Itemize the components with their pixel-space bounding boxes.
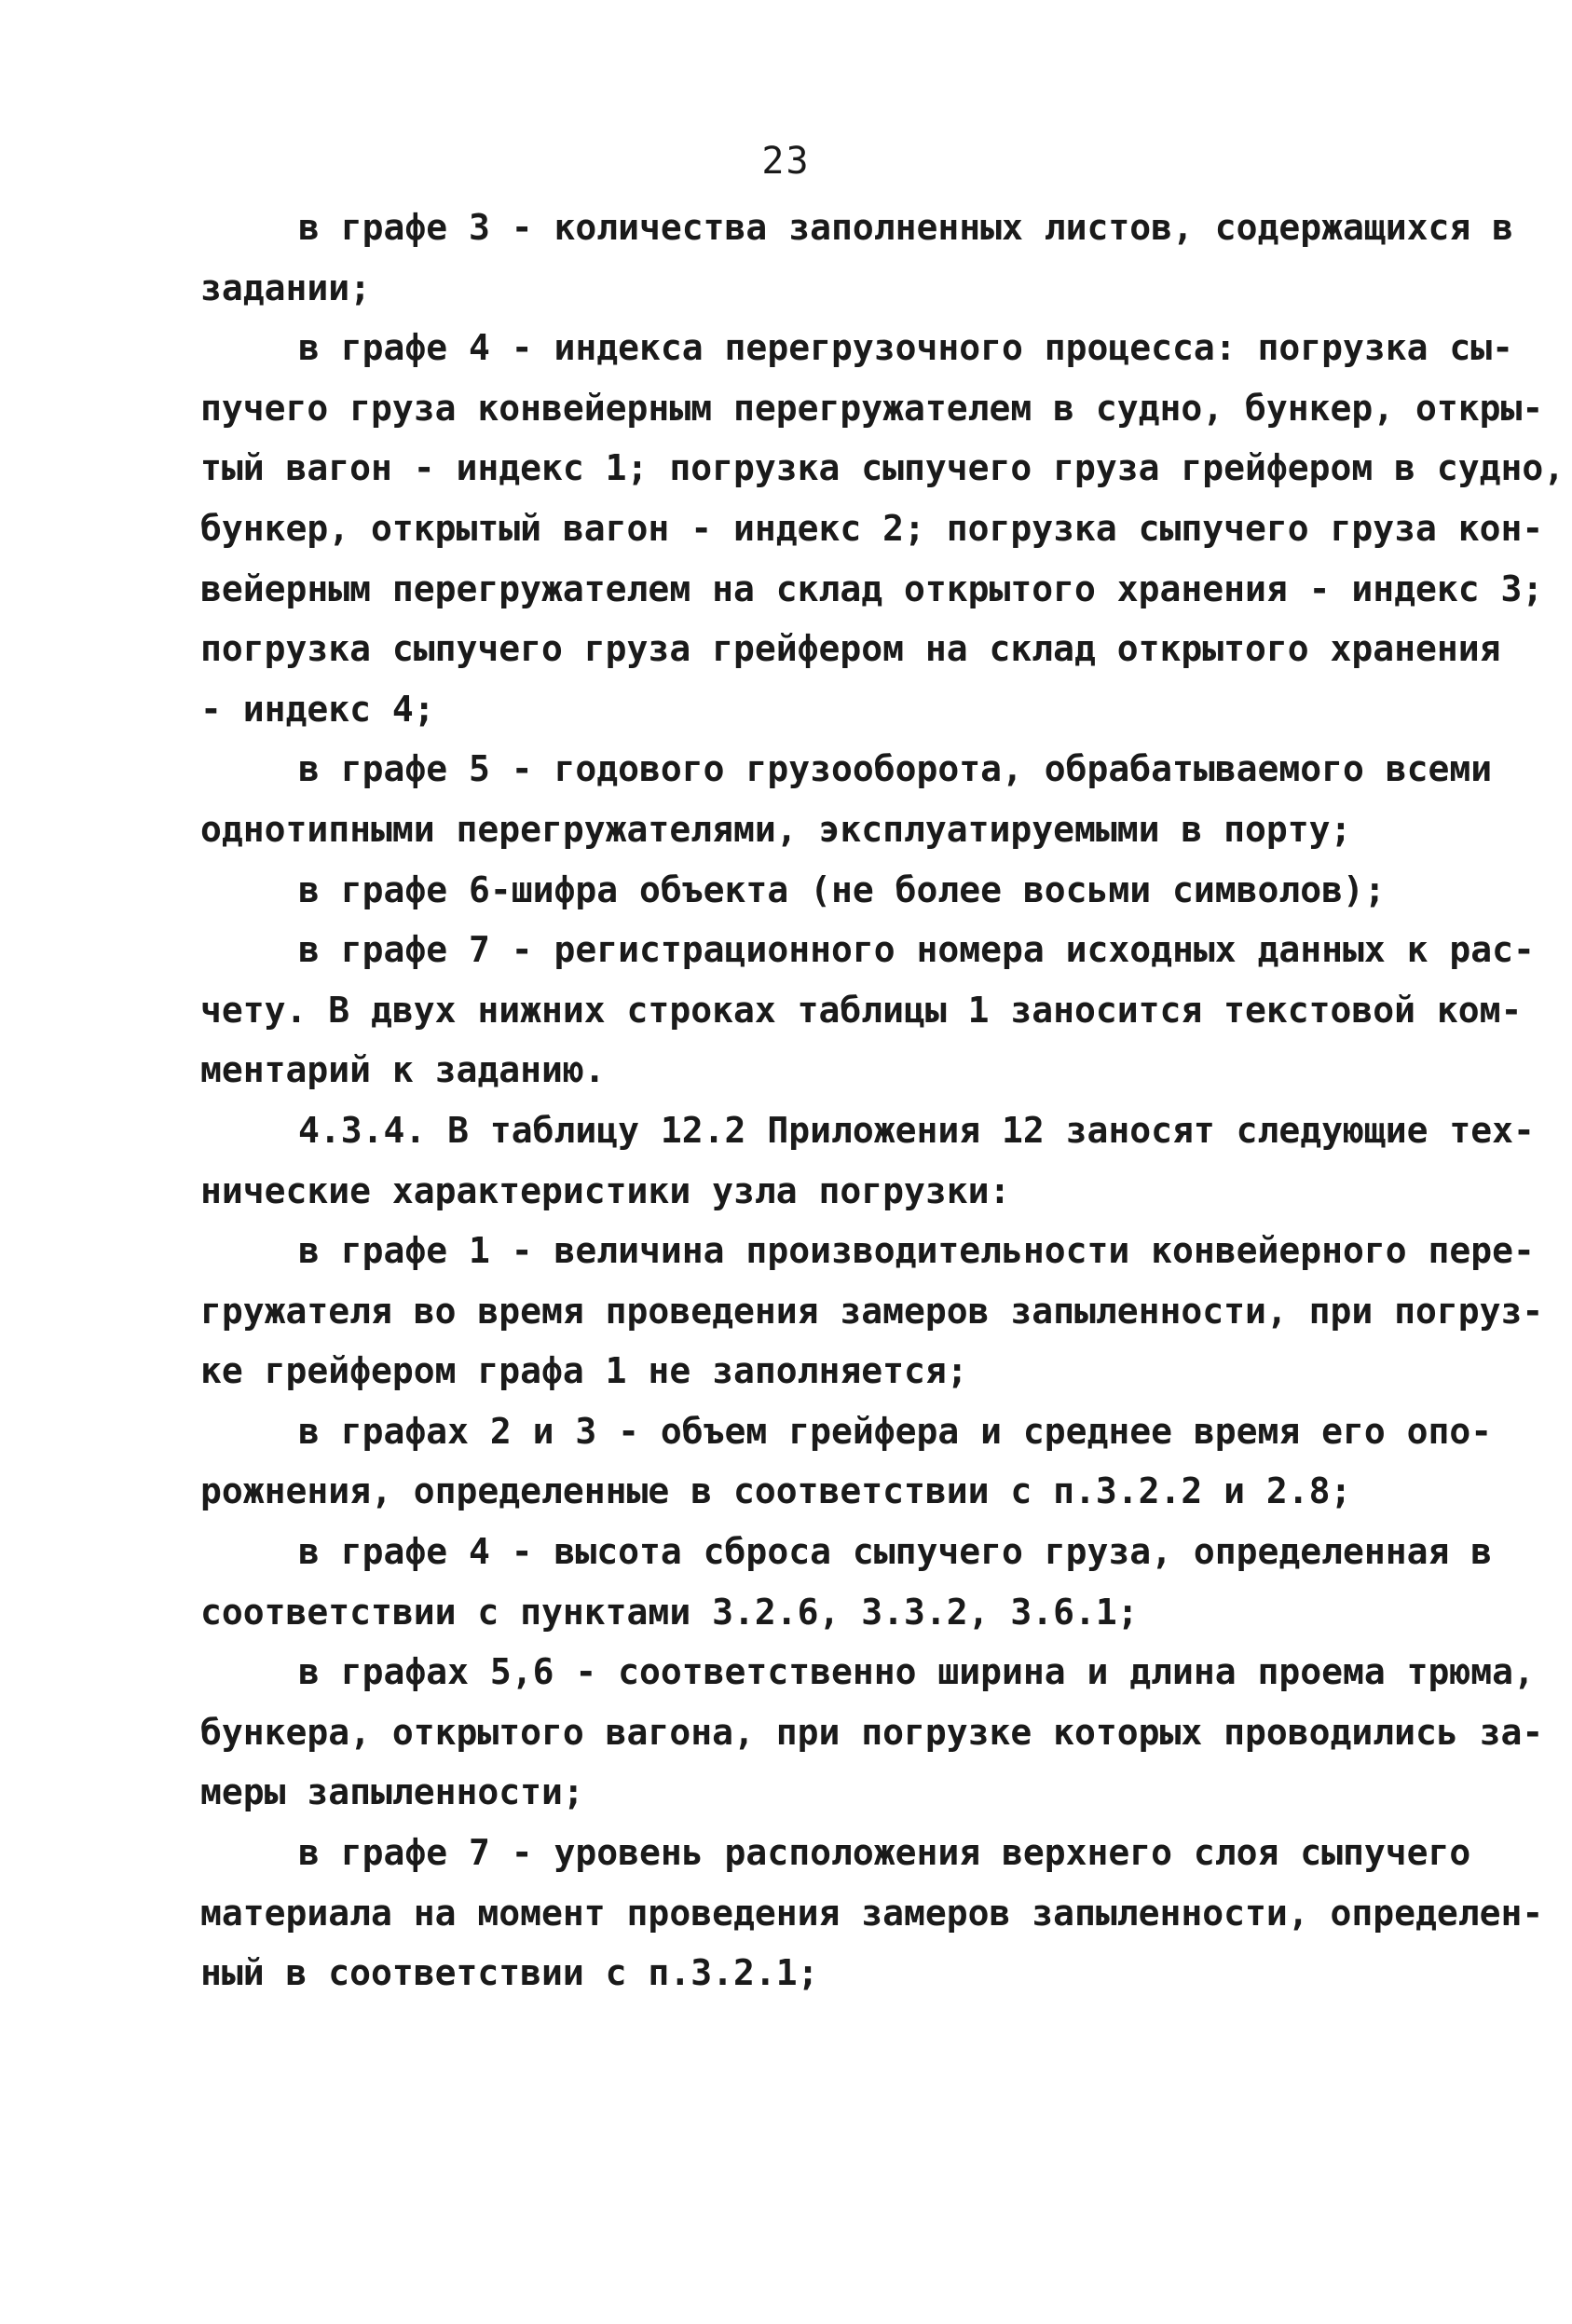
text-line: задании; bbox=[200, 267, 372, 308]
text-line: ный в соответствии с п.3.2.1; bbox=[200, 1952, 819, 1994]
text-line: в графе 6-шифра объекта (не более восьми символов); bbox=[298, 868, 1386, 910]
text-line: в графе 7 - уровень расположения верхнего слоя сыпучего bbox=[298, 1832, 1471, 1874]
text-line: ке грейфером графа 1 не заполняется; bbox=[200, 1350, 968, 1392]
text-line: бункер, открытый вагон - индекс 2; погрузка сыпучего груза кон- bbox=[200, 507, 1544, 549]
text-line: материала на момент проведения замеров запыленности, определен- bbox=[200, 1892, 1544, 1934]
text-line: в графе 4 - высота сброса сыпучего груза, определенная в bbox=[298, 1531, 1493, 1573]
document-body bbox=[200, 198, 1565, 2003]
text-line: в графе 7 - регистрационного номера исходных данных к рас- bbox=[298, 929, 1535, 971]
text-line: в графе 4 - индекса перегрузочного процесса: погрузка сы- bbox=[298, 327, 1514, 369]
text-line: меры запыленности; bbox=[200, 1771, 584, 1813]
text-line: чету. В двух нижних строках таблицы 1 заносится текстовой ком- bbox=[200, 989, 1523, 1031]
text-line: гружателя во время проведения замеров запыленности, при погруз- bbox=[200, 1290, 1544, 1332]
text-line: в графе 5 - годового грузооборота, обрабатываемого всеми bbox=[298, 748, 1493, 790]
text-line: однотипными перегружателями, эксплуатируемыми в порту; bbox=[200, 808, 1352, 850]
text-line: в графах 5,6 - соответственно ширина и длина проема трюма, bbox=[298, 1651, 1535, 1693]
text-line: погрузка сыпучего груза грейфером на склад открытого хранения bbox=[200, 628, 1501, 670]
page-number: 23 bbox=[761, 140, 811, 183]
text-line: в графах 2 и 3 - объем грейфера и среднее время его опо- bbox=[298, 1410, 1493, 1452]
text-line: бункера, открытого вагона, при погрузке которых проводились за- bbox=[200, 1711, 1544, 1753]
text-line: пучего груза конвейерным перегружателем в судно, бункер, откры- bbox=[200, 387, 1544, 429]
text-line: в графе 1 - величина производительности конвейерного пере- bbox=[298, 1230, 1535, 1272]
text-line: вейерным перегружателем на склад открытого хранения - индекс 3; bbox=[200, 567, 1544, 609]
text-line: тый вагон - индекс 1; погрузка сыпучего груза грейфером в судно, bbox=[200, 447, 1565, 489]
text-line: ментарий к заданию. bbox=[200, 1049, 606, 1091]
text-line: - индекс 4; bbox=[200, 688, 435, 730]
text-line: в графе 3 - количества заполненных листов, содержащихся в bbox=[298, 207, 1514, 248]
text-line: соответствии с пунктами 3.2.6, 3.3.2, 3.6.1; bbox=[200, 1591, 1139, 1633]
text-line: нические характеристики узла погрузки: bbox=[200, 1169, 1011, 1211]
text-line: 4.3.4. В таблицу 12.2 Приложения 12 заносят следующие тех- bbox=[298, 1109, 1535, 1151]
text-line: рожнения, определенные в соответствии с п.3.2.2 и 2.8; bbox=[200, 1470, 1352, 1512]
